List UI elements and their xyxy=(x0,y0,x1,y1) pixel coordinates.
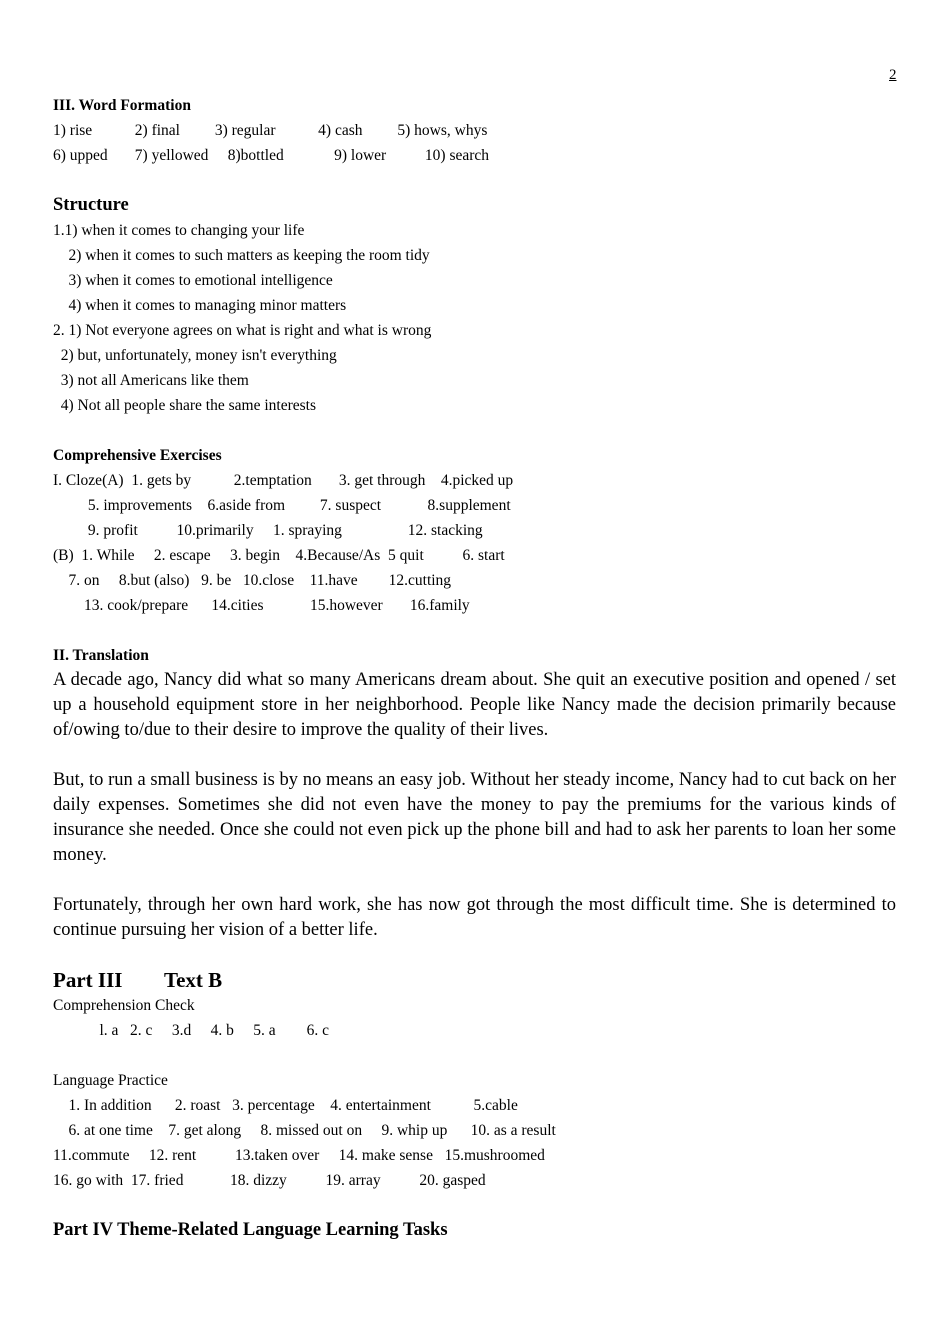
structure-line: 1.1) when it comes to changing your life xyxy=(53,222,305,239)
cloze-line: 13. cook/prepare 14.cities 15.however 16.family xyxy=(53,597,470,614)
comprehension-answers: l. a 2. c 3.d 4. b 5. a 6. c xyxy=(53,1022,329,1039)
cloze-line: 7. on 8.but (also) 9. be 10.close 11.have 12.cutting xyxy=(53,572,452,589)
structure-line: 4) when it comes to managing minor matters xyxy=(53,297,347,314)
word-formation-line: 6) upped 7) yellowed 8)bottled 9) lower 10) search xyxy=(53,147,490,164)
structure-line: 3) not all Americans like them xyxy=(53,372,249,389)
translation-paragraph: But, to run a small business is by no means an easy job. Without her steady income, Nancy had to cut back on her daily expenses. Sometimes she did not even have the money to pay the premiums for the various kinds of insurance she needed. Once she could not even pick up the phone bill and had to ask her parents to loan her some money. xyxy=(53,770,896,865)
structure-line: 2) when it comes to such matters as keeping the room tidy xyxy=(53,247,430,264)
document-body xyxy=(53,93,896,1243)
structure-line: 2. 1) Not everyone agrees on what is right and what is wrong xyxy=(53,322,432,339)
spacer xyxy=(53,868,896,893)
cloze-line: I. Cloze(A) 1. gets by 2.temptation 3. get through 4.picked up xyxy=(53,472,514,489)
structure-heading: Structure xyxy=(53,195,129,215)
translation-heading: II. Translation xyxy=(53,647,149,664)
language-practice-line: 11.commute 12. rent 13.taken over 14. make sense 15.mushroomed xyxy=(53,1147,545,1164)
structure-line: 3) when it comes to emotional intelligence xyxy=(53,272,333,289)
comprehensive-exercises-heading: Comprehensive Exercises xyxy=(53,447,222,464)
spacer xyxy=(53,618,896,643)
spacer xyxy=(53,943,896,968)
language-practice-line: 1. In addition 2. roast 3. percentage 4. entertainment 5.cable xyxy=(53,1097,518,1114)
language-practice-line: 16. go with 17. fried 18. dizzy 19. array 20. gasped xyxy=(53,1172,486,1189)
part3-heading: Part III Text B xyxy=(53,968,223,992)
spacer xyxy=(53,168,896,193)
word-formation-heading: III. Word Formation xyxy=(53,97,191,114)
structure-line: 2) but, unfortunately, money isn't everything xyxy=(53,347,337,364)
cloze-line: 5. improvements 6.aside from 7. suspect 8.supplement xyxy=(53,497,511,514)
spacer xyxy=(53,1043,896,1068)
part4-heading: Part IV Theme-Related Language Learning Tasks xyxy=(53,1220,448,1240)
translation-paragraph: A decade ago, Nancy did what so many Americans dream about. She quit an executive position and opened / set up a household equipment store in her neighborhood. People like Nancy made the decision primarily because of/owing to/due to their desire to improve the quality of their lives. xyxy=(53,670,896,740)
comprehension-check-label: Comprehension Check xyxy=(53,997,195,1014)
page-number: 2 xyxy=(889,67,897,83)
translation-paragraph: Fortunately, through her own hard work, she has now got through the most difficult time. She is determined to continue pursuing her vision of a better life. xyxy=(53,895,896,940)
language-practice-line: 6. at one time 7. get along 8. missed out on 9. whip up 10. as a result xyxy=(53,1122,556,1139)
cloze-line: 9. profit 10.primarily 1. spraying 12. stacking xyxy=(53,522,483,539)
cloze-line: (B) 1. While 2. escape 3. begin 4.Because/As 5 quit 6. start xyxy=(53,547,505,564)
spacer xyxy=(53,418,896,443)
word-formation-line: 1) rise 2) final 3) regular 4) cash 5) hows, whys xyxy=(53,122,488,139)
structure-line: 4) Not all people share the same interests xyxy=(53,397,316,414)
spacer xyxy=(53,743,896,768)
spacer xyxy=(53,1193,896,1218)
language-practice-label: Language Practice xyxy=(53,1072,168,1089)
